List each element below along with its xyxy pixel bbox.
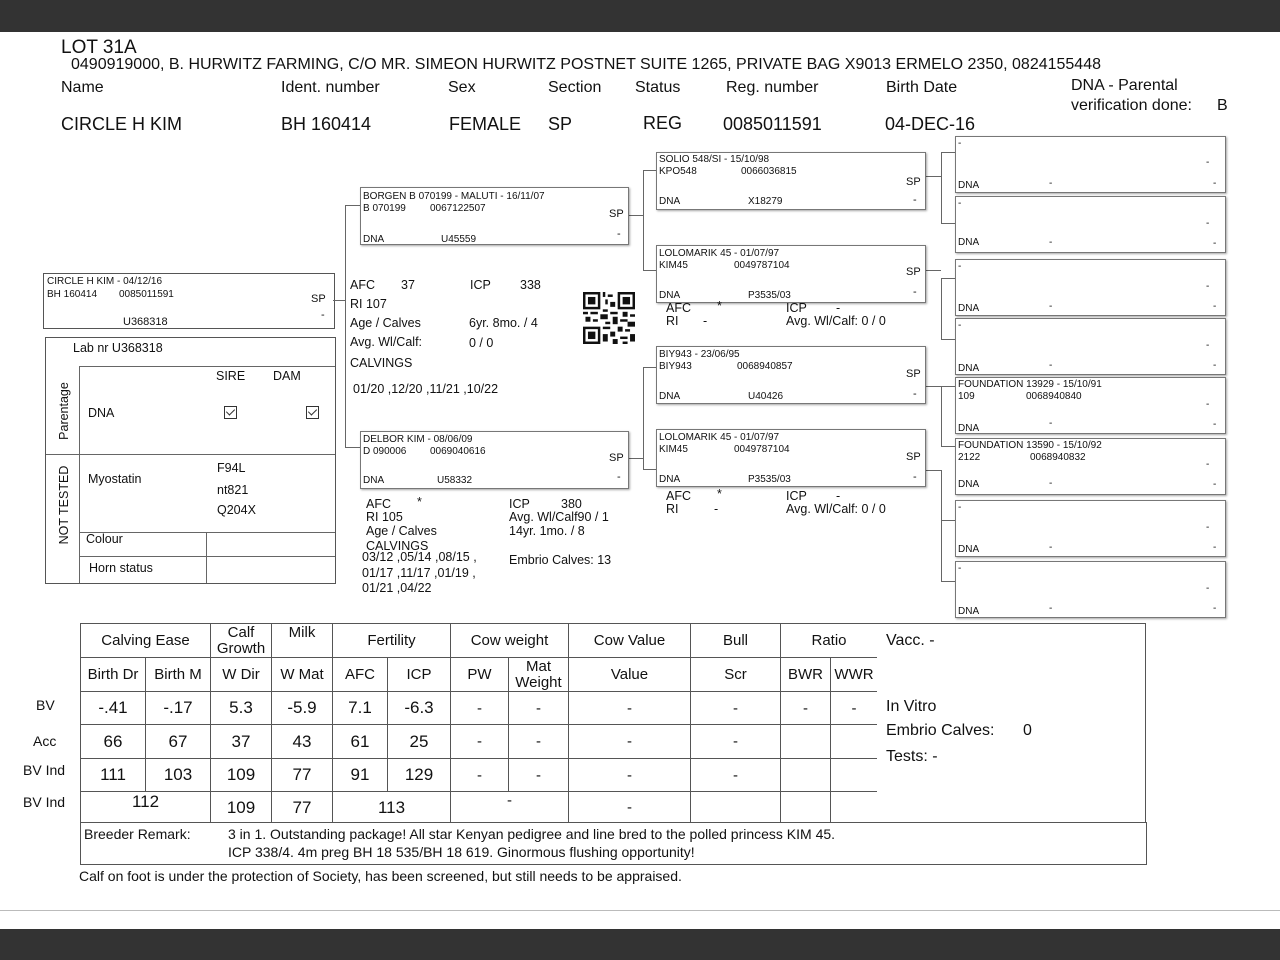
sire-check-icon	[224, 406, 237, 419]
self-sp: SP	[311, 293, 326, 305]
dam-sp: SP	[609, 452, 624, 464]
sire-dam-box	[656, 245, 926, 303]
dam-calvings-line-2: 01/17 ,11/17 ,01/19 ,	[362, 566, 476, 580]
not-tested-label: NOT TESTED	[57, 465, 71, 545]
ss-dna-label: DNA	[659, 196, 681, 207]
ggp-7-dash2: -	[1213, 542, 1217, 553]
dam-check-icon	[306, 406, 319, 419]
self-avg: 0 / 0	[469, 336, 494, 350]
dam-column-label: DAM	[273, 369, 301, 383]
header-section: Section	[548, 79, 602, 96]
dam-dna: U58332	[437, 475, 473, 486]
ggp-8-dna-label: DNA	[958, 606, 980, 617]
bv-w-mat: -5.9	[272, 692, 333, 725]
bv-birth-m: -.17	[146, 692, 211, 725]
dam-calvings-line-3: 01/21 ,04/22	[362, 581, 432, 595]
bvind-pw: -	[451, 759, 509, 792]
acc-value: -	[569, 725, 691, 759]
ggp-8-dash2: -	[1213, 603, 1217, 614]
self-avg-label: Avg. Wl/Calf:	[350, 335, 423, 349]
dd-icp-label: ICP	[786, 489, 807, 503]
self-calvings-label: CALVINGS	[350, 356, 413, 370]
sd-ri-label: RI	[666, 314, 679, 328]
ggp-7-title: -	[958, 502, 962, 513]
self-pedigree-box	[43, 273, 335, 329]
ggp-6-dna-label: DNA	[958, 479, 980, 490]
ggp-1-dash2: -	[1213, 178, 1217, 189]
self-reg: 0085011591	[119, 289, 174, 300]
group-milk: Milk	[272, 624, 333, 658]
bvind2-calf-growth: 109	[211, 792, 272, 824]
dd-afc-label: AFC	[666, 489, 691, 503]
dam-ri: RI 105	[366, 510, 403, 524]
dam-dna-label: DNA	[363, 475, 385, 486]
animal-birth: 04-DEC-16	[885, 114, 976, 134]
row-label-bv: BV	[36, 697, 55, 713]
ggp-box-7	[955, 500, 1226, 557]
ss-id: KPO548	[659, 166, 697, 177]
bvind2-wwr	[831, 792, 878, 824]
acc-w-dir: 37	[211, 725, 272, 759]
ggp-box-5	[955, 377, 1226, 434]
self-ri: RI 107	[350, 297, 387, 311]
acc-birth-dr: 66	[81, 725, 146, 759]
ss-dash: -	[913, 194, 917, 206]
dd-dash: -	[913, 471, 917, 483]
breeder-line: 0490919000, B. HURWITZ FARMING, C/O MR. SIMEON HURWITZ POSTNET SUITE 1265, PRIVATE BAG X9013 ERMELO 2350, 0824155448	[71, 56, 1101, 73]
sub-mat-weight: Mat Weight	[509, 658, 569, 692]
sd-icp-label: ICP	[786, 301, 807, 315]
group-fertility: Fertility	[333, 624, 451, 658]
ggp-box-3	[955, 259, 1226, 316]
ggp-2-title: -	[958, 198, 962, 209]
bvind-bwr	[781, 759, 831, 792]
sire-title: BORGEN B 070199 - MALUTI - 16/11/07	[363, 191, 545, 202]
ggp-5-dash2: -	[1213, 419, 1217, 430]
ggp-5-dna-label: DNA	[958, 423, 980, 434]
ggp-2-dna-label: DNA	[958, 237, 980, 248]
dam-reg: 0069040616	[430, 446, 486, 457]
self-afc-label: AFC	[350, 278, 375, 292]
ds-dash: -	[913, 388, 917, 400]
bvind2-milk: 77	[272, 792, 333, 824]
bv-value: -	[569, 692, 691, 725]
acc-icp: 25	[388, 725, 451, 759]
bv-bwr: -	[781, 692, 831, 725]
bv-afc: 7.1	[333, 692, 388, 725]
self-dash: -	[321, 309, 325, 321]
top-bar	[0, 0, 1280, 32]
sd-id: KIM45	[659, 260, 688, 271]
bvind-afc: 91	[333, 759, 388, 792]
sub-icp: ICP	[388, 658, 451, 692]
bvind2-bull	[691, 792, 781, 824]
ggp-1-dna: -	[1049, 178, 1053, 189]
sd-dna-label: DNA	[659, 290, 681, 301]
sd-reg: 0049787104	[734, 260, 790, 271]
ds-dna-label: DNA	[659, 391, 681, 402]
bottom-bar	[0, 929, 1280, 960]
dd-dna-label: DNA	[659, 474, 681, 485]
dam-afc-label: AFC	[366, 497, 391, 511]
ggp-box-4	[955, 318, 1226, 375]
bvind2-cow-weight: -	[451, 792, 569, 824]
sub-pw: PW	[451, 658, 509, 692]
sub-bwr: BWR	[781, 658, 831, 692]
dam-age: 14yr. 1mo. / 8	[509, 524, 585, 538]
ggp-5-title: FOUNDATION 13929 - 15/10/91	[958, 379, 1102, 390]
sire-sp: SP	[609, 208, 624, 220]
dd-reg: 0049787104	[734, 444, 790, 455]
footer-note: Calf on foot is under the protection of Society, has been screened, but still needs to be appraised.	[79, 868, 682, 884]
header-sex: Sex	[448, 79, 476, 96]
sub-value: Value	[569, 658, 691, 692]
dd-sp: SP	[906, 451, 921, 463]
ggp-8-title: -	[958, 563, 962, 574]
dam-age-label: Age / Calves	[366, 524, 437, 538]
ss-reg: 0066036815	[741, 166, 797, 177]
ds-sp: SP	[906, 368, 921, 380]
ggp-2-dash: -	[1206, 218, 1210, 229]
horn-status-label: Horn status	[89, 561, 153, 575]
acc-scr: -	[691, 725, 781, 759]
bvind-wwr	[831, 759, 878, 792]
bv-birth-dr: -.41	[81, 692, 146, 725]
ggp-4-title: -	[958, 320, 962, 331]
dam-avg: Avg. Wl/Calf90 / 1	[509, 510, 609, 524]
dam-icp: 380	[561, 497, 582, 511]
ggp-box-1	[955, 136, 1226, 193]
acc-afc: 61	[333, 725, 388, 759]
sub-wwr: WWR	[831, 658, 878, 692]
self-icp: 338	[520, 278, 541, 292]
ggp-4-dna-label: DNA	[958, 363, 980, 374]
ggp-7-dash: -	[1206, 522, 1210, 533]
animal-reg: 0085011591	[723, 114, 822, 134]
ggp-5-id: 109	[958, 391, 975, 402]
lab-box	[45, 337, 336, 584]
animal-ident: BH 160414	[281, 114, 372, 134]
ggp-5-dash: -	[1206, 399, 1210, 410]
dam-calvings-label: CALVINGS	[366, 539, 429, 553]
bottom-divider	[0, 910, 1280, 911]
sire-dna-label: DNA	[363, 234, 385, 245]
ds-reg: 0068940857	[737, 361, 793, 372]
ggp-3-title: -	[958, 261, 962, 272]
sd-afc: *	[717, 299, 722, 313]
ggp-4-dna: -	[1049, 360, 1053, 371]
bvind2-cow-value: -	[569, 792, 691, 824]
ggp-2-dna: -	[1049, 237, 1053, 248]
ggp-box-8	[955, 561, 1226, 618]
group-bull: Bull	[691, 624, 781, 658]
self-icp-label: ICP	[470, 278, 491, 292]
ggp-3-dash2: -	[1213, 301, 1217, 312]
ggp-6-id: 2122	[958, 452, 981, 463]
ggp-6-dash: -	[1206, 459, 1210, 470]
group-calf-growth: Calf Growth	[211, 624, 272, 658]
acc-mat-weight: -	[509, 725, 569, 759]
in-vitro-label: In Vitro	[886, 698, 937, 715]
bvind-birth-dr: 111	[81, 759, 146, 792]
ss-sp: SP	[906, 176, 921, 188]
tests-label: Tests: -	[886, 748, 938, 765]
qr-code-icon	[582, 292, 636, 344]
sire-sire-box	[656, 152, 926, 210]
ggp-1-dash: -	[1206, 157, 1210, 168]
lab-number: Lab nr U368318	[73, 341, 163, 355]
dd-id: KIM45	[659, 444, 688, 455]
breeder-remark-box	[80, 822, 1147, 865]
self-dna: U368318	[123, 316, 168, 328]
header-name: Name	[61, 79, 104, 96]
sub-afc: AFC	[333, 658, 388, 692]
ggp-8-dash: -	[1206, 583, 1210, 594]
bvind2-calving-ease: 112	[81, 792, 211, 824]
self-age-label: Age / Calves	[350, 316, 421, 330]
sire-column-label: SIRE	[216, 369, 246, 383]
self-calvings-list: 01/20 ,12/20 ,11/21 ,10/22	[353, 382, 499, 396]
group-calving-ease: Calving Ease	[81, 624, 211, 658]
dd-icp: -	[836, 489, 841, 503]
sire-dash: -	[617, 228, 621, 240]
header-ident: Ident. number	[281, 79, 380, 96]
ggp-4-dash: -	[1206, 340, 1210, 351]
header-status: Status	[635, 79, 681, 96]
ggp-3-dna: -	[1049, 301, 1053, 312]
group-cow-weight: Cow weight	[451, 624, 569, 658]
bv-mat-weight: -	[509, 692, 569, 725]
bv-pw: -	[451, 692, 509, 725]
ss-title: SOLIO 548/SI - 15/10/98	[659, 154, 770, 165]
row-label-acc: Acc	[33, 733, 57, 749]
bvind-value: -	[569, 759, 691, 792]
sd-title: LOLOMARIK 45 - 01/07/97	[659, 248, 780, 259]
ggp-1-dna-label: DNA	[958, 180, 980, 191]
dd-title: LOLOMARIK 45 - 01/07/97	[659, 432, 780, 443]
bv-icp: -6.3	[388, 692, 451, 725]
row-label-bv-ind: BV Ind	[23, 762, 66, 778]
ss-dna: X18279	[748, 196, 783, 207]
header-dna-value: B	[1217, 97, 1228, 114]
bvind-scr: -	[691, 759, 781, 792]
ggp-8-dna: -	[1049, 603, 1053, 614]
self-age: 6yr. 8mo. / 4	[469, 316, 538, 330]
sd-ri: -	[703, 314, 708, 328]
ggp-4-dash2: -	[1213, 360, 1217, 371]
sire-reg: 0067122507	[430, 203, 486, 214]
ds-title: BIY943 - 23/06/95	[659, 349, 740, 360]
animal-sex: FEMALE	[449, 114, 522, 134]
ds-id: BIY943	[659, 361, 692, 372]
acc-bwr	[781, 725, 831, 759]
bv-wwr: -	[831, 692, 878, 725]
dam-pedigree-box	[360, 431, 629, 489]
sub-birth-m: Birth M	[146, 658, 211, 692]
dd-afc: *	[717, 487, 722, 501]
group-ratio: Ratio	[781, 624, 878, 658]
bv-w-dir: 5.3	[211, 692, 272, 725]
ds-dna: U40426	[748, 391, 784, 402]
lot-number: LOT 31A	[61, 37, 137, 58]
ggp-5-dna: -	[1049, 418, 1053, 429]
self-title: CIRCLE H KIM - 04/12/16	[47, 276, 163, 287]
breeder-remark-line-1: 3 in 1. Outstanding package! All star Kenyan pedigree and line bred to the polled princess KIM 45.	[228, 826, 836, 842]
bvind2-bwr	[781, 792, 831, 824]
sire-id: B 070199	[363, 203, 406, 214]
ggp-box-2	[955, 196, 1226, 253]
embrio-calves-label: Embrio Calves:	[886, 722, 995, 739]
acc-birth-m: 67	[146, 725, 211, 759]
row-label-bv-ind-2: BV Ind	[23, 794, 66, 810]
breeder-remark-line-2: ICP 338/4. 4m preg BH 18 535/BH 18 619. Ginormous flushing opportunity!	[228, 844, 695, 860]
myostatin-value-3: Q204X	[217, 503, 256, 517]
dam-calvings-line-1: 03/12 ,05/14 ,08/15 ,	[362, 550, 477, 564]
header-birth: Birth Date	[886, 79, 958, 96]
header-reg: Reg. number	[726, 79, 819, 96]
dam-sire-box	[656, 346, 926, 404]
ggp-6-dash2: -	[1213, 479, 1217, 490]
bvind-w-mat: 77	[272, 759, 333, 792]
bvind-w-dir: 109	[211, 759, 272, 792]
sd-icp: -	[836, 301, 841, 315]
side-panel	[877, 623, 1146, 824]
sub-scr: Scr	[691, 658, 781, 692]
myostatin-value-1: F94L	[217, 461, 246, 475]
bv-scr: -	[691, 692, 781, 725]
ggp-2-dash2: -	[1213, 238, 1217, 249]
group-cow-value: Cow Value	[569, 624, 691, 658]
ggp-7-dna-label: DNA	[958, 544, 980, 555]
sub-birth-dr: Birth Dr	[81, 658, 146, 692]
colour-label: Colour	[86, 532, 123, 546]
dd-avg: Avg. Wl/Calf: 0 / 0	[786, 502, 886, 516]
ggp-5-reg: 0068940840	[1026, 391, 1082, 402]
myostatin-label: Myostatin	[88, 472, 142, 486]
acc-w-mat: 43	[272, 725, 333, 759]
parentage-dna-label: DNA	[88, 406, 115, 420]
ggp-box-6	[955, 438, 1226, 495]
acc-pw: -	[451, 725, 509, 759]
dd-ri-label: RI	[666, 502, 679, 516]
bvind-mat-weight: -	[509, 759, 569, 792]
sd-sp: SP	[906, 266, 921, 278]
dam-title: DELBOR KIM - 08/06/09	[363, 434, 473, 445]
self-id: BH 160414	[47, 289, 98, 300]
dam-dam-box	[656, 429, 926, 487]
animal-status: REG	[643, 113, 683, 133]
dam-afc: *	[417, 495, 422, 509]
sub-w-mat: W Mat	[272, 658, 333, 692]
parentage-label: Parentage	[57, 382, 71, 440]
animal-name: CIRCLE H KIM	[61, 114, 183, 134]
sire-pedigree-box	[360, 187, 629, 245]
sd-avg: Avg. Wl/Calf: 0 / 0	[786, 314, 886, 328]
sd-afc-label: AFC	[666, 301, 691, 315]
sire-dna: U45559	[441, 234, 477, 245]
ggp-6-title: FOUNDATION 13590 - 15/10/92	[958, 440, 1102, 451]
bvind2-fertility: 113	[333, 792, 451, 824]
ggp-6-dna: -	[1049, 478, 1053, 489]
acc-wwr	[831, 725, 878, 759]
genetics-table	[80, 623, 878, 824]
ggp-3-dna-label: DNA	[958, 303, 980, 314]
dd-dna: P3535/03	[748, 474, 791, 485]
animal-section: SP	[548, 114, 573, 134]
breeder-remark-label: Breeder Remark:	[84, 826, 191, 842]
dam-icp-label: ICP	[509, 497, 530, 511]
embrio-calves-value: 0	[1023, 722, 1032, 739]
dam-embrio-calves: Embrio Calves: 13	[509, 553, 612, 567]
ggp-6-reg: 0068940832	[1030, 452, 1086, 463]
sd-dna: P3535/03	[748, 290, 791, 301]
myostatin-value-2: nt821	[217, 483, 249, 497]
sd-dash: -	[913, 286, 917, 298]
ggp-7-dna: -	[1049, 542, 1053, 553]
bvind-birth-m: 103	[146, 759, 211, 792]
bvind-icp: 129	[388, 759, 451, 792]
vacc-label: Vacc. -	[886, 632, 935, 649]
sub-w-dir: W Dir	[211, 658, 272, 692]
dam-id: D 090006	[363, 446, 407, 457]
ggp-1-title: -	[958, 138, 962, 149]
header-dna-l2: verification done:	[1071, 97, 1192, 114]
dam-dash: -	[617, 471, 621, 483]
dd-ri: -	[714, 502, 719, 516]
self-afc: 37	[401, 278, 415, 292]
ggp-3-dash: -	[1206, 281, 1210, 292]
header-dna-l1: DNA - Parental	[1071, 77, 1178, 94]
